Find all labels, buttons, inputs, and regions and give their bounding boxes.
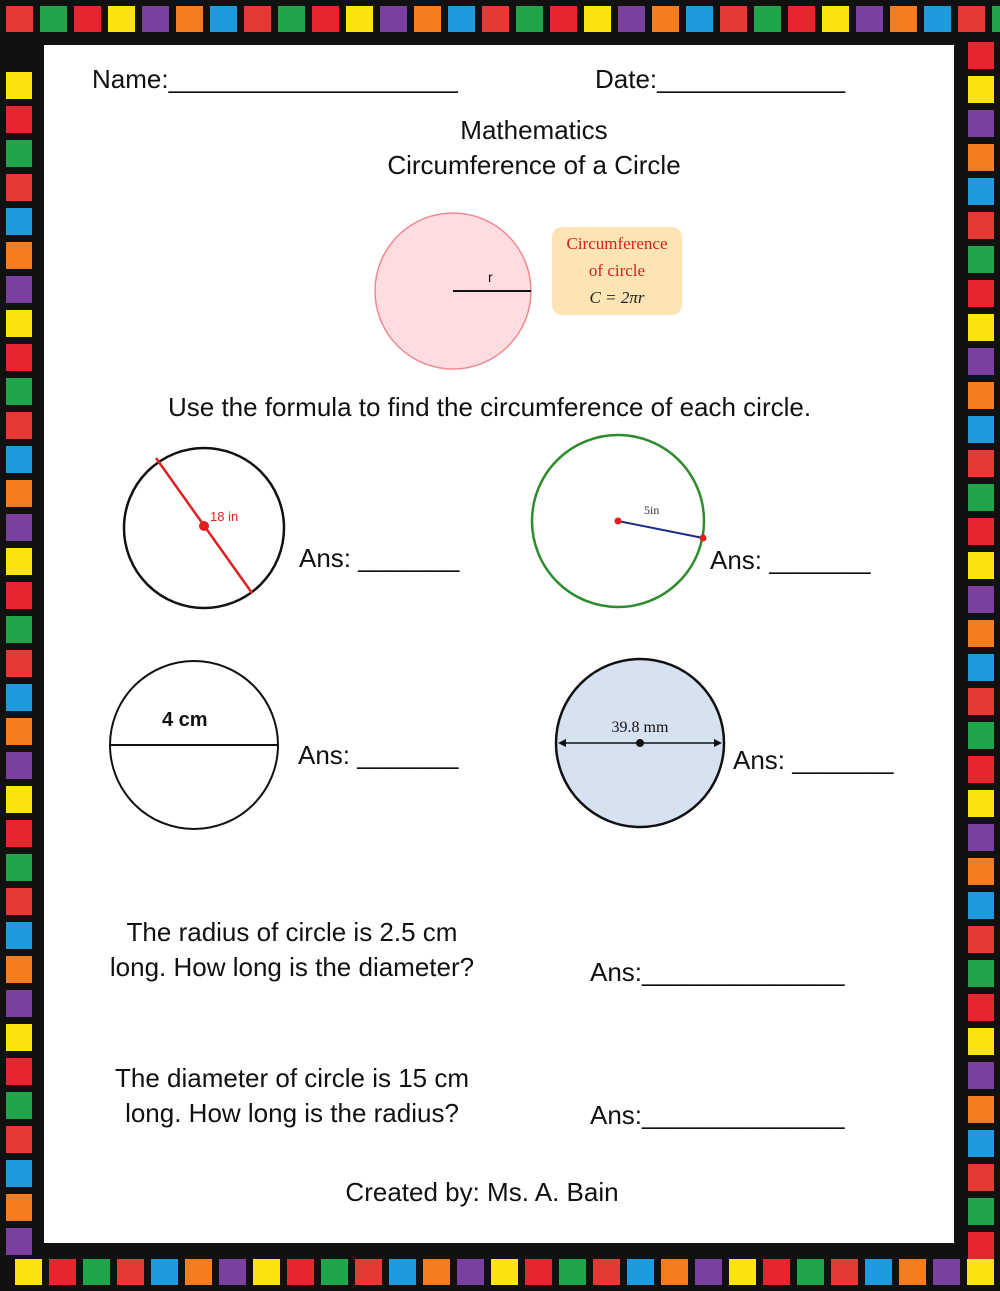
- circle-problem-3: [108, 661, 284, 831]
- word-problem-1-line-2: long. How long is the diameter?: [109, 952, 475, 982]
- footer-credit: Created by: Ms. A. Bain: [345, 1177, 619, 1207]
- formula-box: [552, 227, 682, 315]
- radius-label: r: [488, 269, 493, 285]
- radius-label-2: 5in: [644, 503, 660, 517]
- formula-line-3: C = 2πr: [589, 288, 645, 307]
- formula-line-2: of circle: [588, 261, 646, 280]
- answer-problem-3[interactable]: Ans: _______: [298, 740, 459, 770]
- diameter-label-1: 18 in: [210, 509, 239, 524]
- answer-problem-1[interactable]: Ans: _______: [299, 543, 460, 573]
- answer-problem-2[interactable]: Ans: _______: [710, 545, 871, 575]
- answer-problem-4[interactable]: Ans: _______: [733, 745, 894, 775]
- date-field[interactable]: Date:_____________: [595, 64, 846, 94]
- word-problem-2-line-2: long. How long is the radius?: [125, 1098, 459, 1128]
- circle-problem-2: [530, 430, 710, 612]
- circle-problem-1: [120, 444, 290, 612]
- subject-title: Mathematics: [460, 115, 608, 145]
- answer-word-problem-1[interactable]: Ans:______________: [590, 957, 845, 987]
- diameter-label-4: 39.8 mm: [611, 719, 669, 736]
- reference-circle-diagram: [370, 208, 536, 374]
- answer-word-problem-2[interactable]: Ans:______________: [590, 1100, 845, 1130]
- word-problem-2-line-1: The diameter of circle is 15 cm: [114, 1063, 469, 1093]
- word-problem-1: [92, 915, 492, 985]
- instruction-text: Use the formula to find the circumference of each circle.: [168, 392, 812, 422]
- word-problem-1-line-1: The radius of circle is 2.5 cm: [126, 917, 458, 947]
- circle-problem-4: [552, 654, 730, 832]
- diameter-label-3: 4 cm: [162, 709, 208, 731]
- topic-title: Circumference of a Circle: [387, 150, 681, 180]
- word-problem-2: [92, 1061, 492, 1131]
- name-field[interactable]: Name:____________________: [92, 64, 458, 94]
- formula-line-1: Circumference: [566, 234, 668, 253]
